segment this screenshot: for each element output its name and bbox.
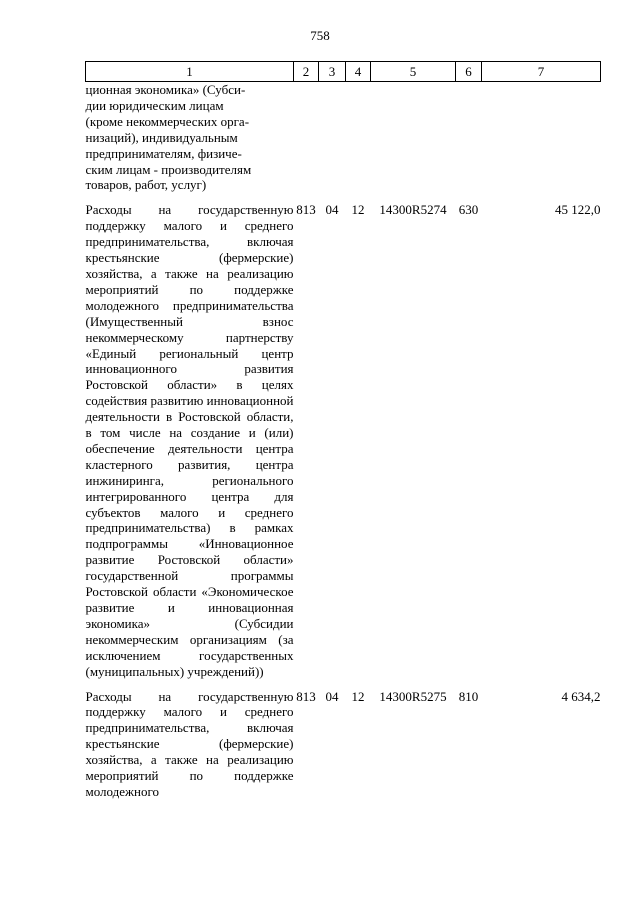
cell-target-article: 14300R5275 — [379, 688, 447, 704]
column-header-7: 7 — [482, 62, 601, 82]
cell-amount: 4 634,2 — [561, 688, 601, 704]
column-header-6: 6 — [456, 62, 482, 82]
table-header-row — [86, 62, 601, 82]
column-header-2: 2 — [294, 62, 319, 82]
cell-ministry: 813 — [296, 202, 316, 218]
row-spacer — [86, 193, 601, 202]
cell-section: 04 — [325, 688, 339, 704]
cell-amount — [482, 82, 601, 194]
cell-target-article — [371, 82, 456, 194]
cell-expense-type: 630 — [458, 202, 479, 218]
cell-subsection: 12 — [351, 202, 365, 218]
cell-target-article: 14300R5274 — [379, 202, 447, 218]
cell-section — [319, 82, 346, 194]
budget-table — [85, 61, 601, 800]
row-spacer — [86, 680, 601, 689]
row-description: Расходы на государственную поддержку малого и среднего предпринимательства, включая крестьянские (фермерские) хозяйства, а также на реализацию мероприятий по поддержке молодежного — [85, 688, 294, 799]
cell-subsection: 12 — [351, 688, 365, 704]
row-description: Расходы на государственную поддержку малого и среднего предпринимательства, включая крестьянские (фермерские) хозяйства, а также на реализацию мероприятий по поддержке молодежного предпринимательства (Имущественный взнос некоммерческому партнерству «Единый региональный центр инновационного развития Ростовской области» в целях содействия развитию инновационной деятельности в Ростовской области, в том числе на создание и (или) обеспечение деятельности центра кластерного развития, центра инжиниринга, регионального интегрированного центра для субъектов малого и среднего предпринимательства) в рамках подпрограммы «Инновационное развитие Ростовской области» государственной программы Ростовской области «Экономическое развитие и инновационная экономика» (Субсидии некоммерческим организациям (за исключением государственных (муниципальных) учреждений)) — [85, 202, 294, 679]
cell-expense-type — [456, 82, 482, 194]
table-row — [86, 82, 601, 194]
row-description — [86, 82, 294, 194]
column-header-1: 1 — [86, 62, 294, 82]
column-header-4: 4 — [346, 62, 371, 82]
page-number: 758 — [310, 28, 330, 43]
cell-ministry: 813 — [296, 688, 316, 704]
table-row — [86, 689, 601, 800]
cell-expense-type: 810 — [458, 688, 479, 704]
cell-amount: 45 122,0 — [555, 202, 601, 218]
cell-section: 04 — [325, 202, 339, 218]
column-header-3: 3 — [319, 62, 346, 82]
cell-ministry — [294, 82, 319, 194]
cell-subsection — [346, 82, 371, 194]
continued-description: ционная экономика» (Субси- дии юридическим лицам (кроме некоммерческих орга- низаций), индивидуальным предпринимателям, физиче- ским лицам - производителям товаров, работ, услуг) — [85, 82, 252, 193]
table-row — [86, 202, 601, 679]
column-header-5: 5 — [371, 62, 456, 82]
